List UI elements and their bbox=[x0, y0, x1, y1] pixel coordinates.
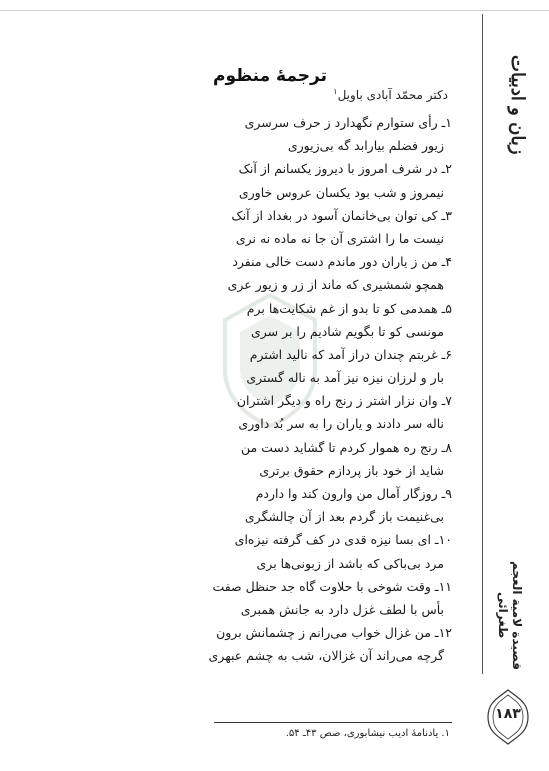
journal-title: زبان و ادبیات bbox=[507, 55, 528, 155]
verse-line: ۹ـ روزگار آمال من وارون کند وا داردم bbox=[255, 486, 452, 501]
verse-line: زیور فضلم بیارابد گه بی‌زیوری bbox=[287, 138, 444, 154]
verse-line: بار و لرزان نیزه نیز آمد به ناله گستری bbox=[246, 370, 444, 386]
running-title: قصیدة لامیة العجم طغرائی bbox=[496, 560, 524, 670]
verse-line: همچو شمشیری که ماند از زر و زیور عری bbox=[227, 277, 444, 293]
verse-line: ۳ـ کی توان بی‌خانمان آسود در بغداد از آنک bbox=[231, 207, 452, 223]
verse-line: ۱۰ـ ای بسا نیزه قدی در کف گرفته نیزه‌ای bbox=[234, 532, 452, 548]
page-number-badge bbox=[484, 688, 532, 746]
verse-line: بی‌غنیمت باز گردم بعد از آن چالشگری bbox=[244, 509, 444, 525]
verse-line: مونسی کو تا بگویم شادیم را بر سری bbox=[250, 323, 444, 339]
page-number: ۱۸۳ bbox=[495, 706, 521, 722]
author-footnote-mark: ۱ bbox=[333, 87, 338, 96]
verse-line: بأس با لطف غزل دارد به جانش همبری bbox=[240, 601, 444, 617]
footnote: ۱. یادنامهٔ ادیب نیشابوری، صص ۴۳ـ ۵۴. bbox=[285, 728, 450, 739]
poem-title: ترجمهٔ منظوم bbox=[213, 66, 327, 86]
footnote-rule bbox=[214, 722, 452, 723]
verse-line: ۷ـ وان نزار اشتر ز رنج راه و دیگر اشتران bbox=[236, 393, 452, 409]
verse-line: ناله سر دادند و یاران را به سر بُد داوری bbox=[238, 416, 444, 432]
verse-list bbox=[90, 111, 452, 668]
author-line bbox=[160, 87, 448, 102]
verse-line: ۵ـ همدمی کو تا بدو از غم شکایت‌ها برم bbox=[246, 300, 452, 316]
verse-line: ۱۲ـ من غزال خواب می‌رانم ز چشمانش برون bbox=[216, 625, 452, 641]
verse-line: ۸ـ رنج ره هموار کردم تا گشاید دست من bbox=[240, 439, 452, 455]
top-rule bbox=[0, 10, 549, 11]
verse-line: شاید از خود باز پردازم حقوق برتری bbox=[259, 462, 444, 478]
verse-line: ۱ـ رأی ستوارم نگهدارد ز حرف سرسری bbox=[244, 115, 452, 130]
verse-line: گرچه می‌راند آن غزالان، شب به چشم عبهری bbox=[208, 648, 444, 664]
verse-line: نیمروز و شب بود یکسان عروس خاوری bbox=[238, 184, 444, 200]
verse-line: نیست ما را اشتری آن جا نه ماده نه نری bbox=[235, 230, 444, 246]
margin-rule bbox=[482, 14, 483, 674]
verse-line: ۱۱ـ وقت شوخی با حلاوت گاه جد حنظل صفت bbox=[212, 578, 452, 594]
verse-line: ۴ـ من ز یاران دور ماندم دست خالی منفرد bbox=[232, 254, 452, 270]
verse-line: مرد بی‌باکی که باشد از زبونی‌ها بری bbox=[256, 555, 444, 571]
verse-line: ۲ـ در شرف امروز با دیروز یکسانم از آنک bbox=[238, 161, 452, 177]
author-name: دکتر محمّد آبادی باویل bbox=[337, 88, 448, 102]
verse-line: ۶ـ غربتم چندان دراز آمد که نالید اشترم bbox=[249, 346, 452, 362]
